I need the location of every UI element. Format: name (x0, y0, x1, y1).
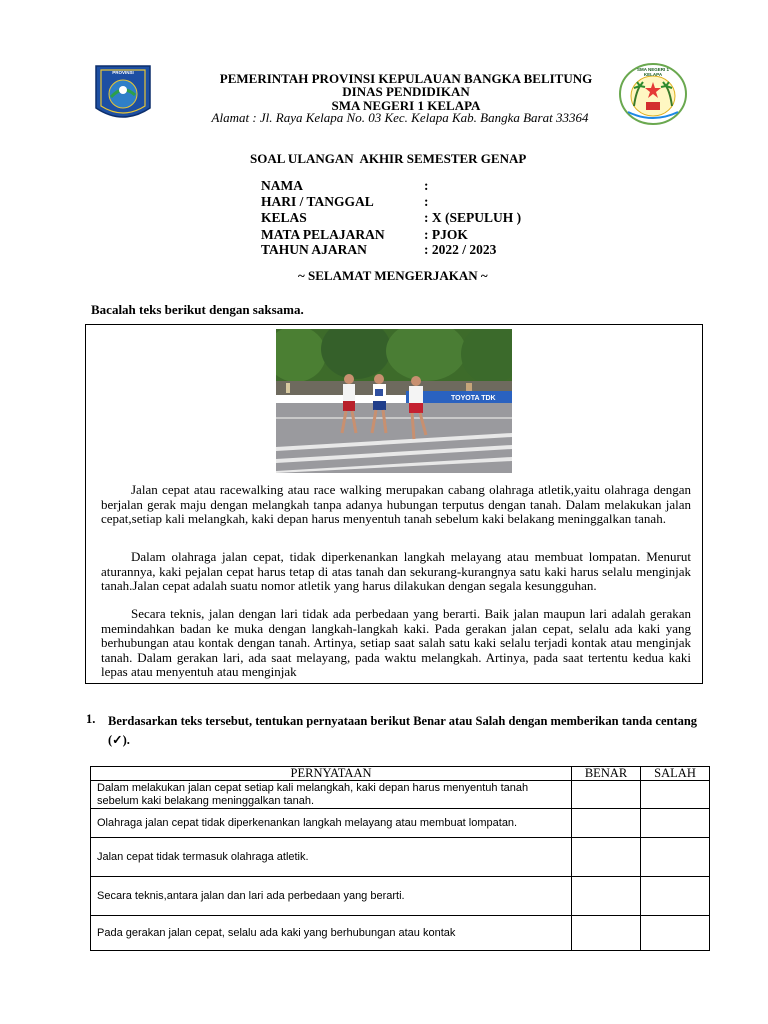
answer-cell-salah[interactable] (641, 877, 710, 916)
question-text: Berdasarkan teks tersebut, tentukan pernyataan berikut Benar atau Salah dengan memberikan tanda centang (✓). (108, 714, 698, 747)
info-label-kelas: KELAS (261, 210, 307, 225)
reading-passage-box (85, 324, 703, 684)
passage-paragraph-1-text: Jalan cepat atau racewalking atau race walking merupakan cabang olahraga atletik,yaitu olahraga dengan berjalan gerak maju dengan melangkah tanpa adanya hubungan terputus dengan tanah. Dalam melakukan jalan cepat,setiap kali melangkah, kaki depan harus menyentuh tanah sebelum kaki belakang meninggalkan tanah. (101, 482, 691, 527)
answer-cell-benar[interactable] (572, 781, 641, 809)
reading-instruction: Bacalah teks berikut dengan saksama. (91, 302, 304, 317)
passage-paragraph-3-text: Secara teknis, jalan dengan lari tidak ada perbedaan yang berarti. Baik jalan maupun lari adalah gerakan memindahkan badan ke muka dengan langkah-langkah kaki. Pada gerakan jalan cepat, selalu ada kaki yang berhubungan atau kontak dengan tanah. Artinya, setiap saat salah satu kaki selalu terjadi kontak atau menginjak tanah. Dalam gerakan lari, ada saat melayang, pada waktu melangkah. Artinya, pada saat tertentu kedua kaki lepas atau menyentuh atau menginjak (101, 606, 691, 680)
info-value-mata-pelajaran: : PJOK (424, 227, 468, 242)
column-header-salah: SALAH (641, 767, 710, 781)
school-name: SMA NEGERI 1 KELAPA (331, 98, 481, 113)
answer-cell-salah[interactable] (641, 781, 710, 809)
true-false-table (90, 766, 710, 951)
info-value-kelas: : X (SEPULUH ) (424, 210, 522, 225)
statement-cell: Dalam melakukan jalan cepat setiap kali melangkah, kaki depan harus menyentuh tanah sebelum kaki belakang meninggalkan tanah. (91, 781, 572, 809)
info-value-tahun-ajaran: : 2022 / 2023 (424, 242, 497, 257)
government-name: PEMERINTAH PROVINSI KEPULAUAN BANGKA BELITUNG (219, 71, 593, 86)
passage-paragraph-2-text: Dalam olahraga jalan cepat, tidak diperkenankan langkah melayang atau membuat lompatan. Menurut aturannya, kaki pejalan cepat harus tetap di atas tanah dan sekurang-kurangnya satu kaki harus selalu menginjak tanah.Jalan cepat adalah suatu nomor atletik yang harus dilakukan dengan segala kesungguhan. (101, 549, 691, 594)
column-header-benar: BENAR (572, 767, 641, 781)
answer-cell-benar[interactable] (572, 809, 641, 838)
exam-title: SOAL ULANGAN AKHIR SEMESTER GENAP (250, 151, 527, 166)
answer-cell-salah[interactable] (641, 809, 710, 838)
info-value-hari-tanggal: : (424, 194, 429, 209)
info-label-nama: NAMA (261, 178, 303, 193)
passage-paragraph-2 (101, 550, 691, 594)
answer-cell-salah[interactable] (641, 916, 710, 951)
school-logo-text: SMA NEGERI 1 KELAPA (636, 67, 670, 77)
answer-cell-salah[interactable] (641, 838, 710, 877)
statement-cell: Olahraga jalan cepat tidak diperkenankan langkah melayang atau membuat lompatan. (91, 809, 572, 838)
table-row (91, 809, 710, 838)
info-label-tahun-ajaran: TAHUN AJARAN (261, 242, 367, 257)
province-logo (93, 64, 153, 126)
passage-paragraph-3 (101, 607, 691, 680)
question-number: 1. (86, 712, 96, 726)
photo-banner-text: TOYOTA TDK (451, 395, 496, 402)
info-label-mata-pelajaran: MATA PELAJARAN (261, 227, 385, 242)
department-name: DINAS PENDIDIKAN (342, 84, 470, 99)
answer-cell-benar[interactable] (572, 916, 641, 951)
column-header-pernyataan: PERNYATAAN (91, 767, 572, 781)
statement-cell: Pada gerakan jalan cepat, selalu ada kaki yang berhubungan atau kontak (91, 916, 572, 951)
greeting: ~ SELAMAT MENGERJAKAN ~ (298, 268, 488, 283)
info-value-nama: : (424, 178, 429, 193)
answer-cell-benar[interactable] (572, 838, 641, 877)
passage-paragraph-1 (101, 483, 691, 527)
statement-cell: Jalan cepat tidak termasuk olahraga atletik. (91, 838, 572, 877)
info-label-hari-tanggal: HARI / TANGGAL (261, 194, 374, 209)
table-row (91, 916, 710, 951)
province-logo-text: PROVINSI (112, 70, 134, 75)
statement-cell: Secara teknis,antara jalan dan lari ada perbedaan yang berarti. (91, 877, 572, 916)
table-row (91, 877, 710, 916)
table-header-row (91, 767, 710, 781)
school-address: Alamat : Jl. Raya Kelapa No. 03 Kec. Kelapa Kab. Bangka Barat 33364 (211, 110, 589, 125)
answer-cell-benar[interactable] (572, 877, 641, 916)
table-row (91, 838, 710, 877)
table-row (91, 781, 710, 809)
race-walking-photo (276, 329, 512, 473)
